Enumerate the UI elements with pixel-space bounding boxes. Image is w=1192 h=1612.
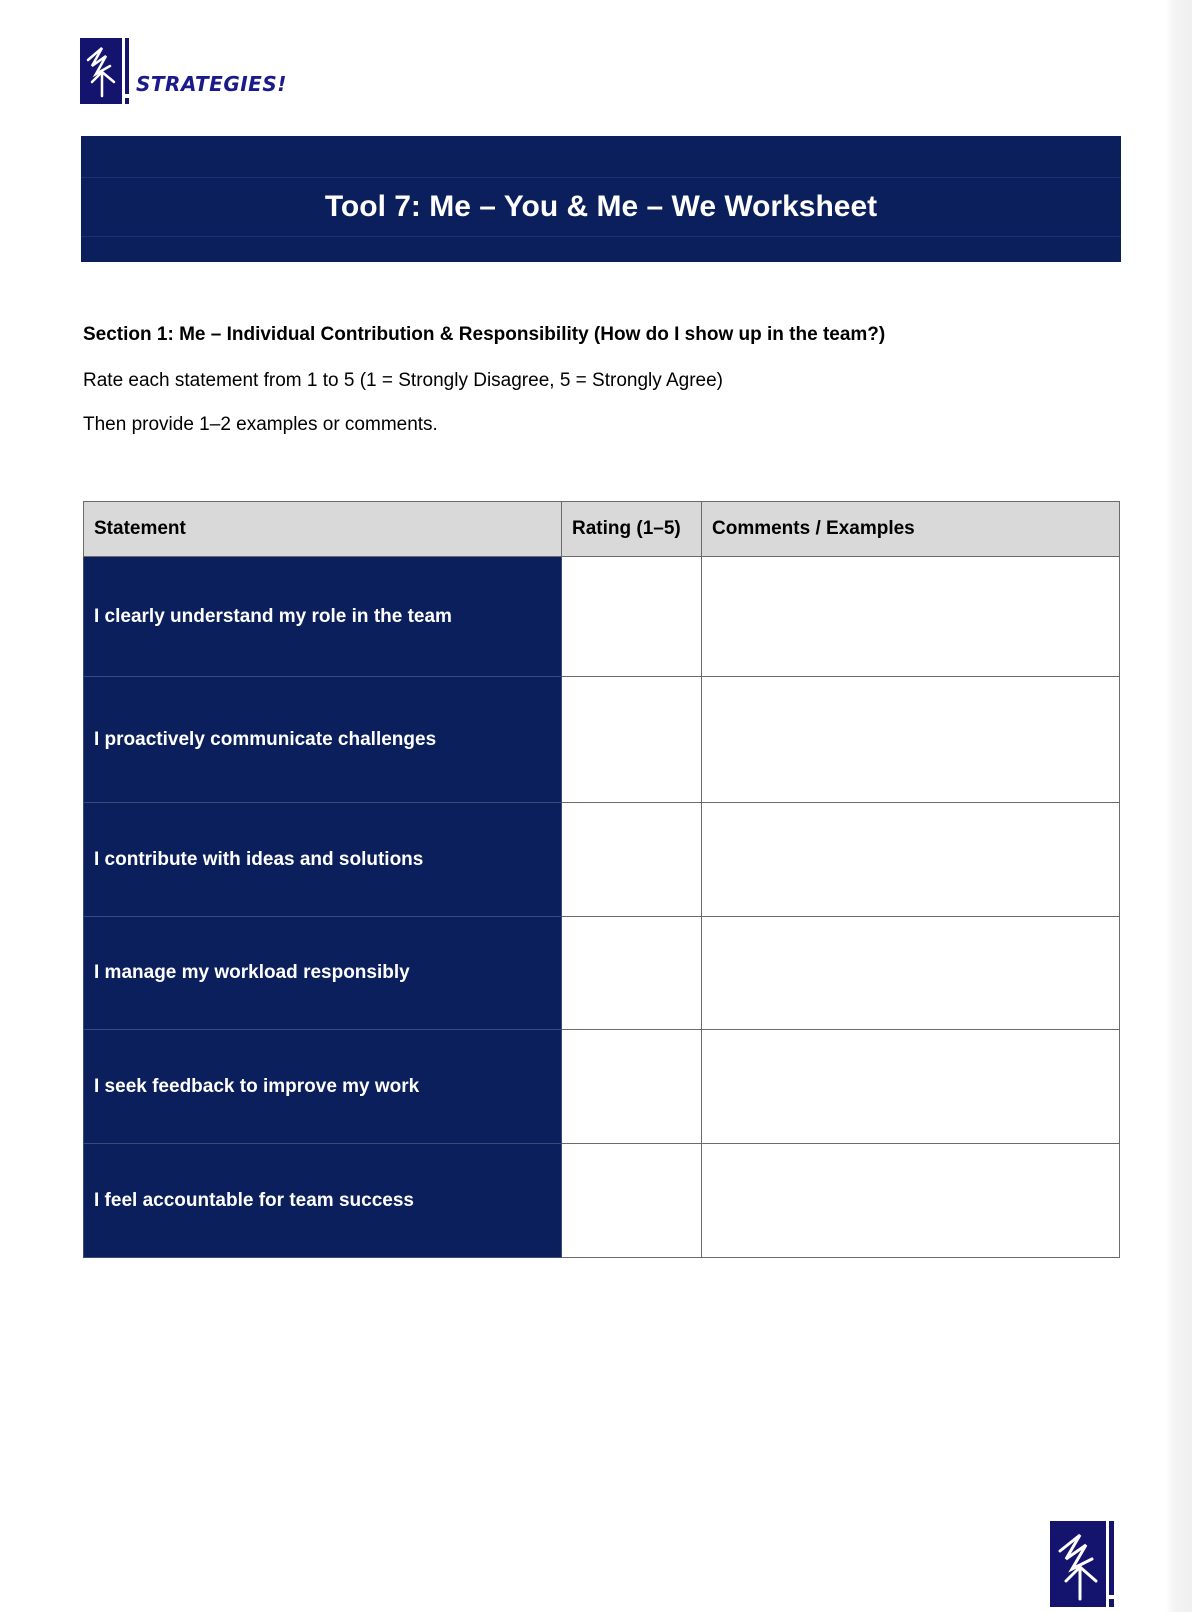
comments-cell[interactable] xyxy=(702,1030,1120,1144)
table-row xyxy=(84,803,1120,917)
table-row xyxy=(84,557,1120,677)
strategies-logo-icon xyxy=(80,38,132,104)
worksheet-table xyxy=(83,501,1120,1258)
title-banner xyxy=(81,136,1121,262)
table-row xyxy=(84,677,1120,803)
header-logo xyxy=(80,38,287,104)
comments-cell[interactable] xyxy=(702,917,1120,1030)
rating-cell[interactable] xyxy=(562,803,702,917)
statement-cell: I manage my workload responsibly xyxy=(84,917,562,1030)
brand-name: STRATEGIES! xyxy=(136,72,287,96)
instruction-text: Then provide 1–2 examples or comments. xyxy=(83,414,438,435)
footer-logo-icon xyxy=(1050,1521,1118,1607)
table-row xyxy=(84,1144,1120,1258)
column-header-statement: Statement xyxy=(84,502,562,557)
column-header-comments: Comments / Examples xyxy=(702,502,1120,557)
comments-cell[interactable] xyxy=(702,557,1120,677)
rating-cell[interactable] xyxy=(562,1144,702,1258)
column-header-rating: Rating (1–5) xyxy=(562,502,702,557)
page-edge-shadow xyxy=(1166,0,1192,1612)
page-title: Tool 7: Me – You & Me – We Worksheet xyxy=(324,190,878,223)
section-title: Section 1: Me – Individual Contribution & Responsibility (How do I show up in the team?) xyxy=(83,324,886,345)
instruction-text: Rate each statement from 1 to 5 (1 = Strongly Disagree, 5 = Strongly Agree) xyxy=(83,370,723,391)
rating-cell[interactable] xyxy=(562,1030,702,1144)
statement-cell: I contribute with ideas and solutions xyxy=(84,803,562,917)
rating-cell[interactable] xyxy=(562,917,702,1030)
comments-cell[interactable] xyxy=(702,677,1120,803)
banner-divider xyxy=(81,236,1121,237)
statement-cell: I feel accountable for team success xyxy=(84,1144,562,1258)
rating-cell[interactable] xyxy=(562,677,702,803)
statement-cell: I clearly understand my role in the team xyxy=(84,557,562,677)
statement-cell: I seek feedback to improve my work xyxy=(84,1030,562,1144)
comments-cell[interactable] xyxy=(702,803,1120,917)
rating-cell[interactable] xyxy=(562,557,702,677)
table-row xyxy=(84,917,1120,1030)
table-row xyxy=(84,1030,1120,1144)
statement-cell: I proactively communicate challenges xyxy=(84,677,562,803)
table-header-row xyxy=(84,502,1120,557)
comments-cell[interactable] xyxy=(702,1144,1120,1258)
